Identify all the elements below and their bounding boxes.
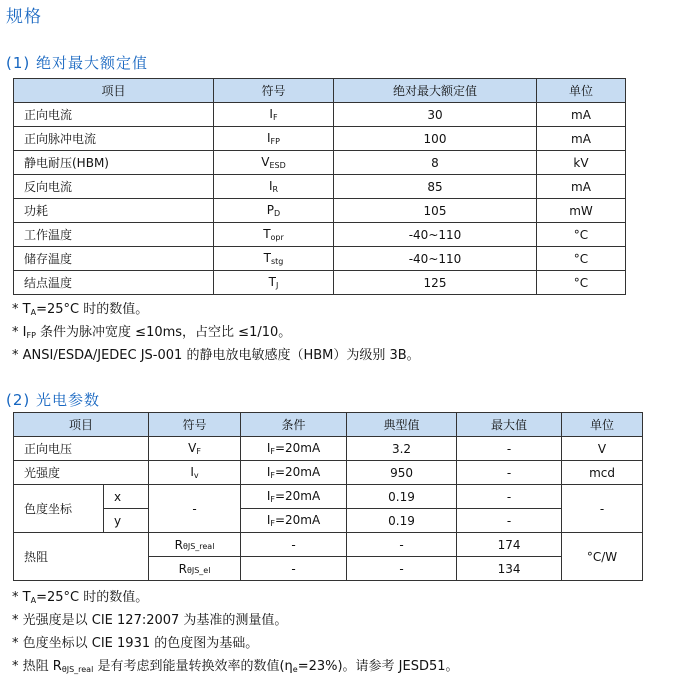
table-row	[14, 199, 626, 223]
unit-cell: mW	[537, 199, 626, 223]
table-header-row	[14, 79, 626, 103]
item-cell: 储存温度	[14, 247, 214, 271]
symbol-cell: $P_D$	[214, 199, 334, 223]
header-symbol: 符号	[149, 413, 241, 437]
table-row	[14, 103, 626, 127]
unit-cell: mA	[537, 175, 626, 199]
header-max: 最大值	[457, 413, 562, 437]
condition-cell: $I_F=20mA$	[241, 485, 347, 509]
note-1-3: * ANSI/ESDA/JEDEC JS-001 的静电放电敏感度（HBM）为级别 3B。	[12, 348, 420, 363]
note-1-2: * $I_{FP}$ 条件为脉冲宽度 ≤10ms，占空比 ≤1/10。	[12, 325, 292, 340]
header-item: 项目	[14, 413, 149, 437]
max-cell: 134	[457, 557, 562, 581]
unit-cell: mA	[537, 103, 626, 127]
condition-cell: $I_F=20mA$	[241, 437, 347, 461]
absolute-max-ratings-table	[13, 78, 626, 295]
table-row	[14, 437, 643, 461]
symbol-cell: RθJS_el	[149, 557, 241, 581]
item-cell: 光强度	[14, 461, 149, 485]
table-row	[14, 175, 626, 199]
unit-cell: mcd	[562, 461, 643, 485]
item-cell: 反向电流	[14, 175, 214, 199]
value-cell: 105	[334, 199, 537, 223]
item-cell: 工作温度	[14, 223, 214, 247]
value-cell: 125	[334, 271, 537, 295]
unit-cell: mA	[537, 127, 626, 151]
symbol-cell: $I_R$	[214, 175, 334, 199]
unit-cell: °C	[537, 223, 626, 247]
unit-cell: -	[562, 485, 643, 533]
sub-item-cell: y	[104, 509, 149, 533]
typical-cell: 0.19	[347, 509, 457, 533]
value-cell: 8	[334, 151, 537, 175]
header-unit: 单位	[562, 413, 643, 437]
typical-cell: -	[347, 557, 457, 581]
table-row	[14, 461, 643, 485]
value-cell: -40~110	[334, 223, 537, 247]
header-item: 项目	[14, 79, 214, 103]
symbol-cell: RθJS_real	[149, 533, 241, 557]
condition-cell: -	[241, 533, 347, 557]
item-cell: 正向电流	[14, 103, 214, 127]
condition-cell: $I_F=20mA$	[241, 509, 347, 533]
symbol-cell: $T_{opr}$	[214, 223, 334, 247]
item-cell: 热阻	[14, 533, 149, 581]
item-cell: 功耗	[14, 199, 214, 223]
header-condition: 条件	[241, 413, 347, 437]
max-cell: -	[457, 437, 562, 461]
symbol-cell: $I_v$	[149, 461, 241, 485]
max-cell: 174	[457, 533, 562, 557]
header-typical: 典型值	[347, 413, 457, 437]
table-row	[14, 271, 626, 295]
table-row	[14, 485, 643, 509]
typical-cell: 3.2	[347, 437, 457, 461]
value-cell: 85	[334, 175, 537, 199]
note-2-3: * 色度坐标以 CIE 1931 的色度图为基础。	[12, 636, 259, 651]
note-1-1: * $T_A=25^\circ C$ 时的数值。	[12, 302, 149, 317]
header-rating: 绝对最大额定值	[334, 79, 537, 103]
table-row	[14, 151, 626, 175]
note-2-4: * 热阻 $R_{\theta JS\_real}$ 是有考虑到能量转换效率的数值$(\eta_e=23\%)$。请参考 JESD51。	[12, 659, 459, 674]
typical-cell: -	[347, 533, 457, 557]
max-cell: -	[457, 509, 562, 533]
symbol-cell: $V_F$	[149, 437, 241, 461]
typical-cell: 950	[347, 461, 457, 485]
section2-heading: (2) 光电参数	[6, 391, 101, 409]
condition-cell: $I_F=20mA$	[241, 461, 347, 485]
unit-cell: °C	[537, 247, 626, 271]
item-cell: 结点温度	[14, 271, 214, 295]
max-cell: -	[457, 461, 562, 485]
sub-item-cell: x	[104, 485, 149, 509]
optical-electrical-table	[13, 412, 643, 581]
item-cell: 正向电压	[14, 437, 149, 461]
unit-cell: kV	[537, 151, 626, 175]
symbol-cell: $V_{ESD}$	[214, 151, 334, 175]
value-cell: 30	[334, 103, 537, 127]
symbol-cell: -	[149, 485, 241, 533]
header-symbol: 符号	[214, 79, 334, 103]
table-row	[14, 533, 643, 557]
symbol-cell: $T_J$	[214, 271, 334, 295]
symbol-cell: $T_{stg}$	[214, 247, 334, 271]
item-cell: 色度坐标	[14, 485, 104, 533]
value-cell: 100	[334, 127, 537, 151]
table-header-row	[14, 413, 643, 437]
typical-cell: 0.19	[347, 485, 457, 509]
table-row	[14, 509, 643, 533]
header-unit: 单位	[537, 79, 626, 103]
note-2-1: * $T_A=25^\circ C$ 时的数值。	[12, 590, 149, 605]
section1-heading: (1) 绝对最大额定值	[6, 54, 149, 72]
item-cell: 静电耐压(HBM)	[14, 151, 214, 175]
table-row	[14, 247, 626, 271]
unit-cell: °C	[537, 271, 626, 295]
value-cell: -40~110	[334, 247, 537, 271]
page-title: 规格	[6, 7, 42, 27]
table-row	[14, 127, 626, 151]
condition-cell: -	[241, 557, 347, 581]
unit-cell: V	[562, 437, 643, 461]
note-2-2: * 光强度是以 CIE 127:2007 为基准的测量值。	[12, 613, 288, 628]
item-cell: 正向脉冲电流	[14, 127, 214, 151]
table-row	[14, 223, 626, 247]
max-cell: -	[457, 485, 562, 509]
unit-cell: °C/W	[562, 533, 643, 581]
symbol-cell: $I_F$	[214, 103, 334, 127]
symbol-cell: $I_{FP}$	[214, 127, 334, 151]
